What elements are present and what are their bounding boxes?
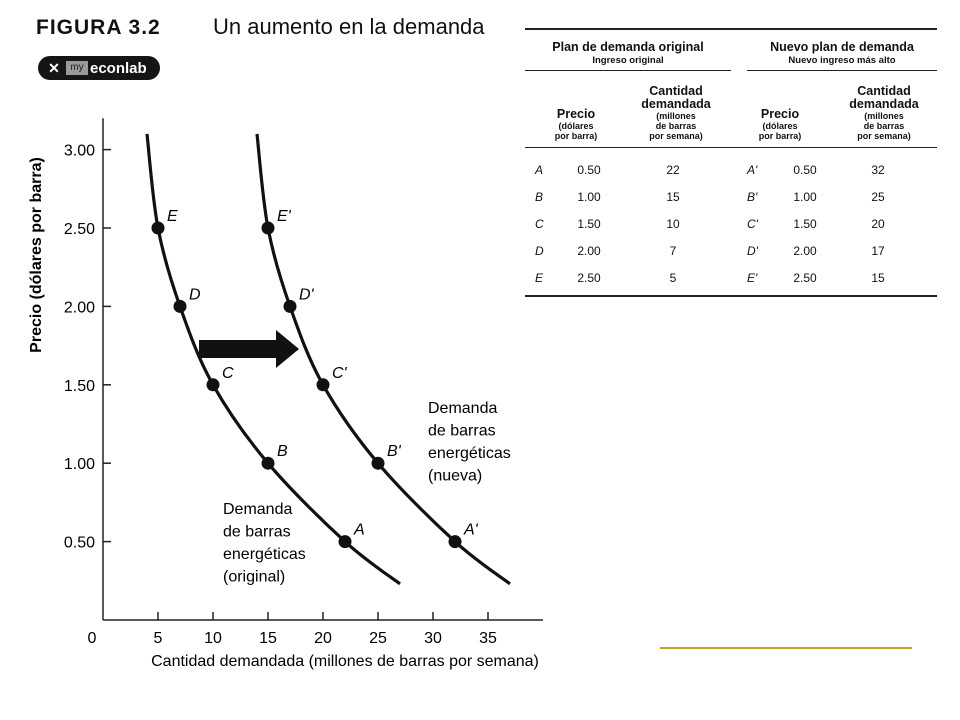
x-tick-label: 0 bbox=[87, 630, 97, 647]
demand-schedule-table bbox=[525, 28, 937, 297]
x-tick-label: 5 bbox=[153, 630, 163, 647]
data-point bbox=[449, 535, 462, 548]
qty-header-line: demandada bbox=[849, 97, 919, 111]
data-point bbox=[372, 457, 385, 470]
new-plan-title: Nuevo plan de demanda bbox=[770, 40, 914, 54]
row-label-new: D' bbox=[747, 243, 758, 258]
curve-label-line: (original) bbox=[223, 568, 286, 586]
shift-arrow-icon bbox=[199, 330, 299, 368]
row-price-new: 1.00 bbox=[793, 189, 817, 204]
price-header-line: por barra) bbox=[758, 131, 802, 141]
y-tick-label: 2.50 bbox=[63, 221, 95, 238]
decorative-line bbox=[660, 647, 912, 649]
y-tick-label: 0.50 bbox=[63, 534, 95, 552]
row-price-new: 1.50 bbox=[793, 216, 817, 231]
myeconlab-box: my bbox=[66, 61, 88, 75]
row-qty: 15 bbox=[666, 189, 680, 204]
curve-label-line: energéticas bbox=[428, 445, 511, 462]
table-bottom-rule bbox=[525, 295, 937, 297]
table-row bbox=[525, 237, 937, 264]
price-header-line: (dólares bbox=[558, 121, 594, 131]
point-label: D' bbox=[299, 286, 314, 304]
qty-header-line: (millones bbox=[656, 111, 696, 121]
y-axis-label: Precio (dólares por barra) bbox=[28, 157, 45, 353]
point-label: B bbox=[277, 443, 288, 461]
row-qty-new: 17 bbox=[871, 243, 885, 258]
original-plan-title: Plan de demanda original bbox=[552, 40, 704, 54]
price-header-line: Precio bbox=[556, 107, 596, 121]
original-plan-subtitle: Ingreso original bbox=[592, 55, 664, 66]
price-header-original bbox=[525, 108, 627, 141]
data-point bbox=[152, 222, 165, 235]
data-point bbox=[262, 222, 275, 235]
row-price: 0.50 bbox=[577, 162, 601, 177]
row-label: A bbox=[535, 162, 544, 177]
curve-label-line: de barras bbox=[428, 422, 496, 440]
row-qty-new: 20 bbox=[871, 216, 885, 231]
row-label: E bbox=[535, 270, 544, 285]
row-qty-new: 32 bbox=[871, 162, 885, 177]
point-label: C' bbox=[332, 364, 347, 382]
qty-header-line: por semana) bbox=[649, 131, 703, 141]
point-label: D bbox=[189, 286, 201, 304]
row-qty-new: 25 bbox=[871, 189, 885, 204]
price-header-line: Precio bbox=[760, 107, 800, 121]
x-tick-label: 25 bbox=[369, 630, 387, 647]
data-point bbox=[317, 378, 330, 391]
row-price: 1.50 bbox=[577, 216, 601, 231]
qty-header-line: demandada bbox=[641, 97, 711, 111]
point-label: B' bbox=[387, 443, 401, 461]
x-tick-label: 15 bbox=[259, 630, 277, 647]
row-qty: 22 bbox=[666, 162, 680, 177]
row-label-new: B' bbox=[747, 189, 758, 204]
curve-label-line: Demanda bbox=[223, 501, 293, 518]
original-plan-header bbox=[525, 40, 731, 71]
qty-header-line: por semana) bbox=[857, 131, 911, 141]
point-label: A bbox=[354, 521, 365, 539]
point-label: E' bbox=[277, 208, 291, 225]
qty-header-line: de barras bbox=[863, 121, 905, 131]
data-point bbox=[207, 378, 220, 391]
x-axis-label: Cantidad demandada (millones de barras por semana) bbox=[151, 653, 539, 670]
row-label-new: A' bbox=[747, 162, 758, 177]
data-point bbox=[284, 300, 297, 313]
row-price-new: 0.50 bbox=[793, 162, 817, 177]
qty-header-line: Cantidad bbox=[857, 84, 911, 98]
price-header-line: (dólares bbox=[762, 121, 798, 131]
qty-header-new bbox=[835, 85, 933, 141]
row-label-new: E' bbox=[747, 270, 758, 285]
table-row bbox=[525, 264, 937, 291]
data-point bbox=[262, 457, 275, 470]
y-tick-label: 1.50 bbox=[63, 377, 95, 395]
y-tick-label: 2.00 bbox=[63, 299, 95, 317]
new-plan-header bbox=[747, 40, 937, 71]
row-price-new: 2.50 bbox=[793, 270, 817, 285]
qty-header-line: Cantidad bbox=[649, 84, 703, 98]
table-row bbox=[525, 183, 937, 210]
myeconlab-mark-icon: ✕ bbox=[48, 59, 60, 76]
row-label: D bbox=[535, 243, 544, 258]
qty-header-original bbox=[627, 85, 725, 141]
row-price: 2.00 bbox=[577, 243, 601, 258]
x-tick-label: 35 bbox=[479, 630, 497, 647]
column-headers bbox=[525, 81, 937, 141]
row-qty: 10 bbox=[666, 216, 680, 231]
table-row bbox=[525, 210, 937, 237]
row-label: B bbox=[535, 189, 544, 204]
new-plan-subtitle: Nuevo ingreso más alto bbox=[788, 55, 896, 66]
curve-label-line: energéticas bbox=[223, 546, 306, 563]
row-price: 1.00 bbox=[577, 189, 601, 204]
point-label: A' bbox=[464, 521, 478, 539]
point-label: C bbox=[222, 364, 234, 382]
x-tick-label: 10 bbox=[204, 630, 222, 647]
qty-header-line: (millones bbox=[864, 111, 904, 121]
row-price: 2.50 bbox=[577, 270, 601, 285]
figure-title: Un aumento en la demanda bbox=[213, 14, 485, 39]
myeconlab-text: econlab bbox=[90, 59, 147, 77]
x-tick-label: 20 bbox=[314, 630, 332, 647]
row-price-new: 2.00 bbox=[793, 243, 817, 258]
y-tick-label: 3.00 bbox=[63, 142, 95, 160]
price-header-line: por barra) bbox=[554, 131, 598, 141]
price-header-new bbox=[725, 108, 835, 141]
figure-label: FIGURA 3.2 bbox=[36, 16, 161, 39]
point-label: E bbox=[167, 208, 178, 225]
x-tick-label: 30 bbox=[424, 630, 442, 647]
table-row bbox=[525, 156, 937, 183]
data-point bbox=[339, 535, 352, 548]
curve-label-line: (nueva) bbox=[428, 467, 483, 485]
row-qty: 7 bbox=[669, 243, 677, 258]
data-point bbox=[174, 300, 187, 313]
original-plan-rule bbox=[525, 70, 731, 71]
table-top-rule bbox=[525, 28, 937, 30]
y-tick-label: 1.00 bbox=[63, 456, 95, 474]
demand-curve-new bbox=[257, 134, 510, 584]
row-label: C bbox=[535, 216, 544, 231]
qty-header-line: de barras bbox=[655, 121, 697, 131]
row-label-new: C' bbox=[747, 216, 758, 231]
row-qty-new: 15 bbox=[871, 270, 885, 285]
curve-label-line: Demanda bbox=[428, 400, 498, 417]
curve-label-line: de barras bbox=[223, 523, 291, 541]
row-qty: 5 bbox=[669, 270, 677, 285]
new-plan-rule bbox=[747, 70, 937, 71]
